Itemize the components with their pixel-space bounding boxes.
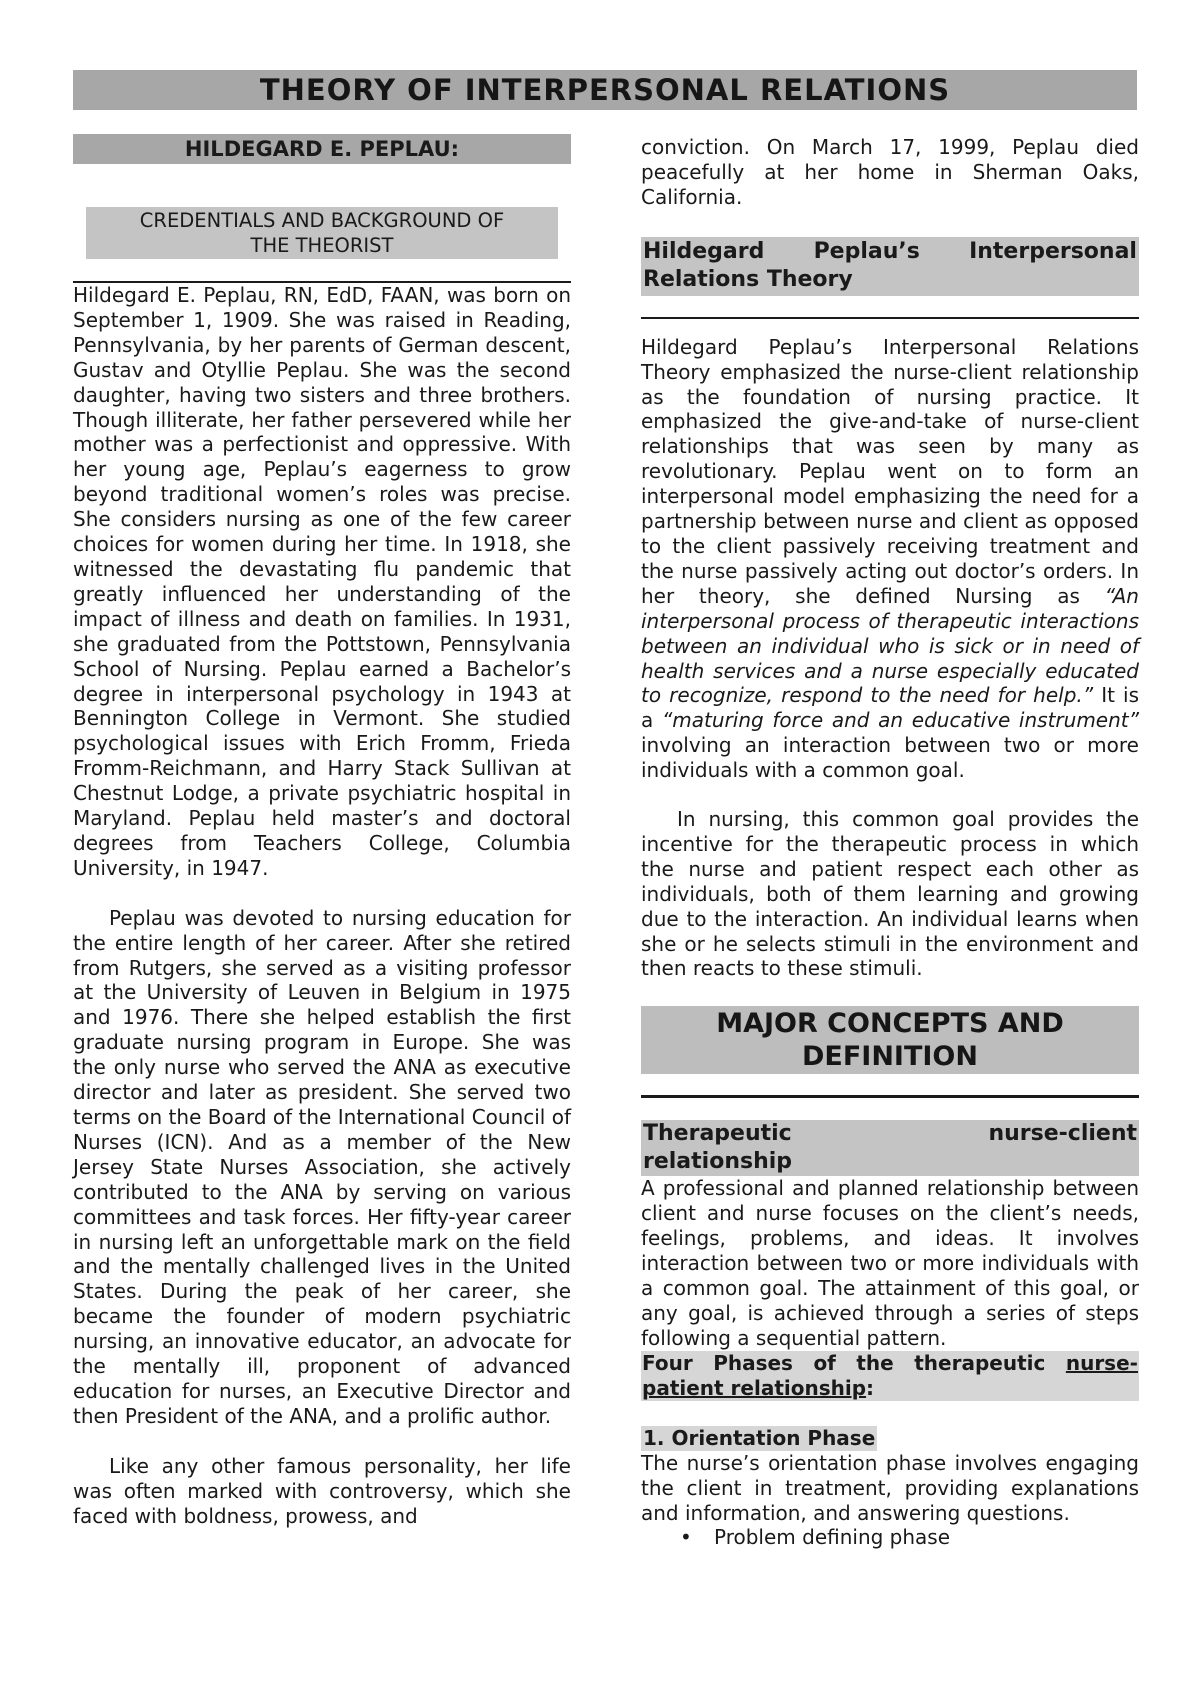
bio-continuation: conviction. On March 17, 1999, Peplau died peacefully at her home in Sherman Oaks, California. bbox=[641, 135, 1139, 209]
maturing-force-quote: “maturing force and an educative instrument” bbox=[661, 708, 1139, 733]
theory-text: Hildegard Peplau’s Interpersonal Relations Theory emphasized the nurse-client relationship as the foundation of nursing practice. It emphasized the give-and-take of nurse-client relationships that was seen by many as revolutionary. Peplau went on to form an interpersonal model emphasizing the need for a partnership between nurse and client as opposed to the client passively receiving treatment and the nurse passively acting out doctor’s orders. In her theory, she defined Nursing as bbox=[641, 334, 1139, 608]
phases-heading-word: nurse- bbox=[1065, 1350, 1138, 1375]
orientation-paragraph: The nurse’s orientation phase involves engaging the client in treatment, providing explanations and information, and answering questions. bbox=[641, 1450, 1139, 1525]
four-phases-heading bbox=[641, 1351, 1139, 1401]
therapeutic-paragraph: A professional and planned relationship between client and nurse focuses on the client’s needs, feelings, problems, and ideas. It involves interaction between two or more individuals with a common goal. The attainment of this goal, or any goal, is achieved through a series of steps following a sequential pattern. bbox=[641, 1176, 1139, 1350]
credentials-heading bbox=[86, 207, 558, 259]
left-column bbox=[73, 134, 571, 1529]
theory-heading-word: Interpersonal bbox=[969, 238, 1137, 264]
theory-heading-line2: Relations Theory bbox=[643, 266, 853, 292]
phases-heading-word: Four bbox=[642, 1350, 693, 1375]
therapeutic-heading-word: nurse-client bbox=[988, 1121, 1137, 1147]
nursing-definition-quote: “An interpersonal process of therapeutic interactions between an individual who is sick or in need of health services and a nurse especially educated to recognize, respond to the need for help.” bbox=[641, 583, 1139, 708]
theory-text: It is a bbox=[641, 683, 1139, 733]
phases-heading-word: therapeutic bbox=[914, 1350, 1046, 1375]
therapeutic-heading-line2: relationship bbox=[643, 1149, 793, 1175]
orientation-phase-heading: 1. Orientation Phase bbox=[643, 1425, 876, 1450]
theory-heading-word: Peplau’s bbox=[813, 238, 920, 264]
theory-heading-word: Hildegard bbox=[643, 238, 765, 264]
major-concepts-heading bbox=[641, 1006, 1139, 1074]
bio-paragraph-2: Peplau was devoted to nursing education for the entire length of her career. After she retired from Rutgers, she served as a visiting professor at the University of Leuven in Belgium in 1975 and 1976. There she helped establish the first graduate nursing program in Europe. She was the only nurse who served the ANA as executive director and later as president. She served two terms on the Board of the International Council of Nurses (ICN). And as a member of the New Jersey State Nurses Association, she actively contributed to the ANA by serving on various committees and task forces. Her fifty-year career in nursing left an unforgettable mark on the field and the mentally challenged lives in the United States. During the peak of her career, she became the founder of modern psychiatric nursing, an innovative educator, an advocate for the mentally ill, proponent of advanced education for nurses, an Executive Director and then President of the ANA, and a prolific author. bbox=[73, 905, 571, 1428]
major-concepts-line1: MAJOR CONCEPTS AND bbox=[716, 1008, 1064, 1040]
phases-heading-colon: : bbox=[866, 1375, 875, 1400]
therapeutic-relationship-heading bbox=[641, 1120, 1139, 1176]
bio-paragraph-3: Like any other famous personality, her life was often marked with controversy, which she faced with boldness, prowess, and bbox=[73, 1453, 571, 1528]
common-goal-paragraph: In nursing, this common goal provides the incentive for the therapeutic process in which the nurse and patient respect each other as individuals, both of them learning and growing due to the interaction. An individual learns when she or he selects stimuli in the environment and then reacts to these stimuli. bbox=[641, 807, 1139, 981]
phases-heading-line2: patient relationship bbox=[642, 1375, 867, 1400]
phases-heading-word: Phases bbox=[713, 1350, 793, 1375]
phases-heading-word: of bbox=[813, 1350, 836, 1375]
credentials-heading-line2: THE THEORIST bbox=[250, 234, 394, 257]
credentials-heading-line1: CREDENTIALS AND BACKGROUND OF bbox=[139, 209, 505, 232]
theory-paragraph bbox=[641, 335, 1139, 783]
page-title: THEORY OF INTERPERSONAL RELATIONS bbox=[73, 70, 1137, 110]
right-column bbox=[641, 135, 1139, 1550]
orientation-bullet-list bbox=[641, 1525, 1139, 1550]
therapeutic-heading-word: Therapeutic bbox=[643, 1121, 792, 1147]
major-concepts-line2: DEFINITION bbox=[801, 1041, 978, 1073]
phases-heading-word: the bbox=[856, 1350, 894, 1375]
theory-heading bbox=[641, 237, 1139, 296]
theory-text: involving an interaction between two or more individuals with a common goal. bbox=[641, 733, 1139, 783]
author-heading: HILDEGARD E. PEPLAU: bbox=[73, 134, 571, 164]
list-item: • Problem defining phase bbox=[641, 1525, 1139, 1550]
bio-paragraph-1: Hildegard E. Peplau, RN, EdD, FAAN, was born on September 1, 1909. She was raised in Reading, Pennsylvania, by her parents of German descent, Gustav and Otyllie Peplau. She was the second daughter, having two sisters and three brothers. Though illiterate, her father persevered while her mother was a perfectionist and oppressive. With her young age, Peplau’s eagerness to grow beyond traditional women’s roles was precise. She considers nursing as one of the few career choices for women during her time. In 1918, she witnessed the devastating flu pandemic that greatly influenced her understanding of the impact of illness and death on families. In 1931, she graduated from the Pottstown, Pennsylvania School of Nursing. Peplau earned a Bachelor’s degree in interpersonal psychology in 1943 at Bennington College in Vermont. She studied psychological issues with Erich Fromm, Frieda Fromm-Reichmann, and Harry Stack Sullivan at Chestnut Lodge, a private psychiatric hospital in Maryland. Peplau held master’s and doctoral degrees from Teachers College, Columbia University, in 1947. bbox=[73, 283, 571, 880]
